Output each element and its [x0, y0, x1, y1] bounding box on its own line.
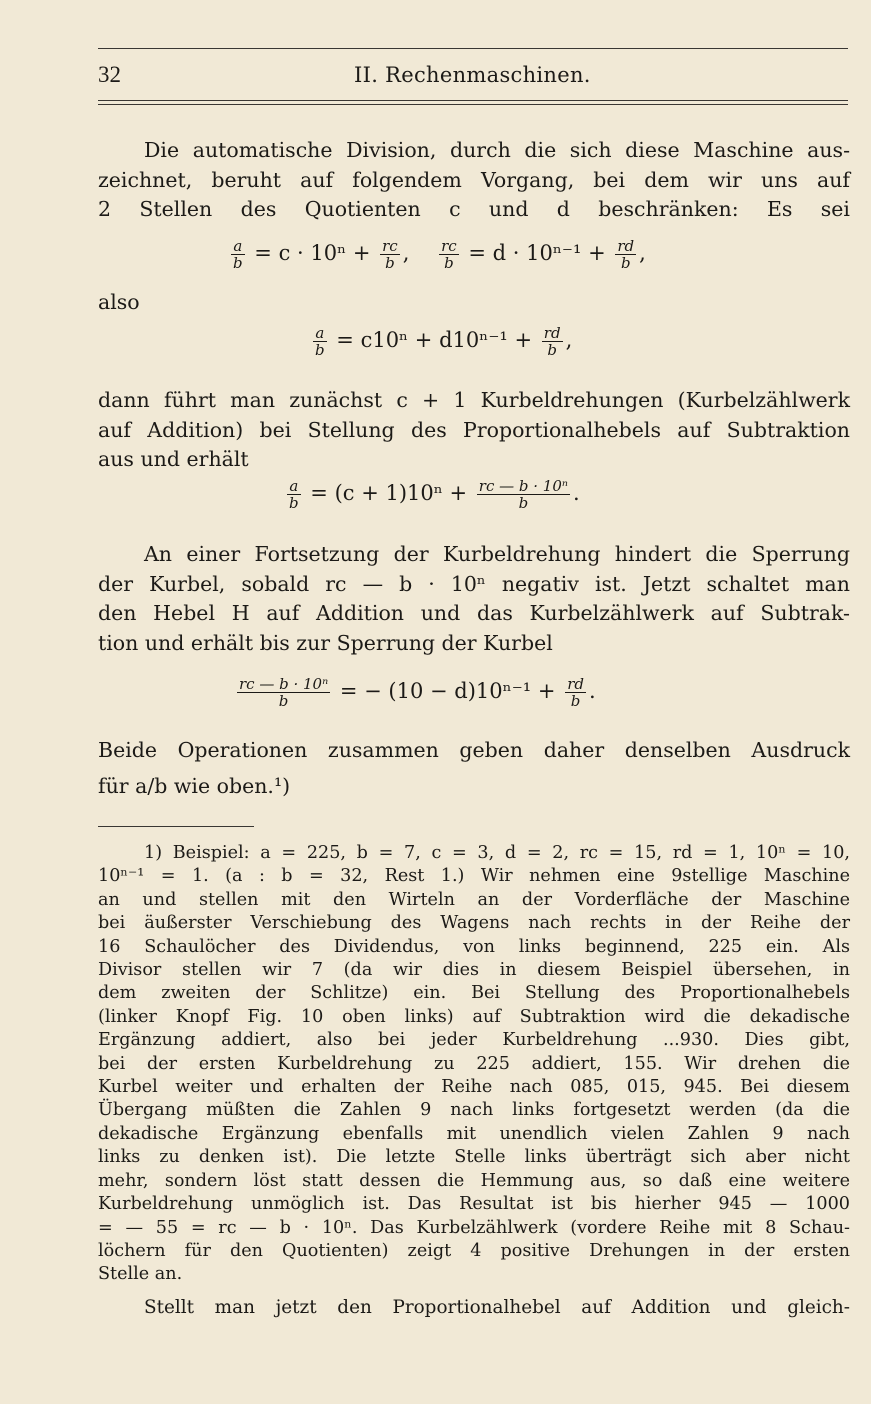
- paragraph-beide-operationen: [98, 736, 850, 801]
- footnote-line: Ergänzung addiert, also bei jeder Kurbeldrehung ...930. Dies gibt,: [98, 1030, 850, 1051]
- top-rule: [98, 48, 848, 49]
- text-line: der Kurbel, sobald rc — b · 10ⁿ negativ ist. Jetzt schaltet man: [98, 571, 850, 596]
- footnote-line: mehr, sondern löst statt dessen die Hemmung aus, so daß eine weitere: [98, 1170, 850, 1191]
- word-also: also: [98, 290, 140, 314]
- fraction-rd-over-b: $\frac{rd}{b}$: [543, 324, 561, 359]
- last-body-line: [98, 1296, 850, 1319]
- footnote-line: 16 Schaulöcher des Dividendus, von links beginnend, 225 ein. Als: [98, 936, 850, 957]
- running-header: [98, 60, 848, 90]
- paragraph-kurbeldrehungen: [98, 386, 850, 475]
- footnote-line: Kurbel weiter und erhalten der Reihe nach 085, 015, 945. Bei diesem: [98, 1077, 850, 1098]
- footnote-line: bei äußerster Verschiebung des Wagens nach rechts in der Reihe der: [98, 913, 850, 934]
- fraction-remainder-over-b: $\frac{\text{rc — b · 10ⁿ}}{b}$: [478, 477, 568, 512]
- fraction-a-over-b: $\frac{a}{b}$: [289, 477, 299, 512]
- text-line: zeichnet, beruht auf folgendem Vorgang, bei dem wir uns auf: [98, 167, 850, 192]
- fraction-rd-over-b: $\frac{rd}{b}$: [567, 675, 584, 710]
- footnote-line: 1) Beispiel: a = 225, b = 7, c = 3, d = 2, rc = 15, rd = 1, 10ⁿ = 10,: [144, 843, 850, 863]
- header-rule-1: [98, 100, 848, 101]
- footnote-line: bei der ersten Kurbeldrehung zu 225 addiert, 155. Wir drehen die: [98, 1053, 850, 1074]
- fraction-rd-over-b: $\frac{rd}{b}$: [617, 237, 635, 272]
- text-line: auf Addition) bei Stellung des Proportionalhebels auf Subtraktion: [98, 417, 850, 442]
- text-line: tion und erhält bis zur Sperrung der Kurbel: [98, 630, 553, 655]
- footnote-line: Stelle an.: [98, 1264, 183, 1285]
- equation-3: $\frac{a}{b}$ = (c + 1)10ⁿ + $\frac{\text{rc — b · 10ⁿ}}{b}$ .: [289, 477, 580, 512]
- footnote-line: löchern für den Quotienten) zeigt 4 positive Drehungen in der ersten: [98, 1240, 850, 1261]
- page-number: 32: [98, 62, 121, 87]
- equation-4: $\frac{\text{rc — b · 10ⁿ}}{b}$ = − (10 − d)10ⁿ⁻¹ + $\frac{rd}{b}$ .: [239, 675, 596, 710]
- footnote-line: dem zweiten der Schlitze) ein. Bei Stellung des Proportionalhebels: [98, 983, 850, 1004]
- fraction-rc-over-b: $\frac{rc}{b}$: [382, 237, 398, 272]
- footnote-line: an und stellen mit den Wirteln an der Vorderfläche der Maschine: [98, 889, 850, 910]
- footnote-line: (linker Knopf Fig. 10 oben links) auf Subtraktion wird die dekadische: [98, 1006, 850, 1027]
- text-line: Stellt man jetzt den Proportionalhebel auf Addition und gleich-: [144, 1297, 850, 1318]
- footnote-rule: [98, 826, 254, 827]
- footnote-line: links zu denken ist). Die letzte Stelle links überträgt sich aber nicht: [98, 1147, 850, 1168]
- text-line: für a/b wie oben.¹): [98, 773, 291, 798]
- paragraph-intro: [98, 136, 850, 225]
- footnote: [98, 842, 850, 1287]
- fraction-a-over-b: $\frac{a}{b}$: [233, 237, 243, 272]
- text-line: aus und erhält: [98, 447, 249, 471]
- text-line: dann führt man zunächst c + 1 Kurbeldrehungen (Kurbelzählwerk: [98, 388, 850, 412]
- fraction-rc-over-b: $\frac{rc}{b}$: [441, 237, 457, 272]
- chapter-title: II. Rechenmaschinen.: [354, 63, 591, 87]
- footnote-line: 10ⁿ⁻¹ = 1. (a : b = 32, Rest 1.) Wir nehmen eine 9stellige Maschine: [98, 866, 850, 887]
- footnote-line: dekadische Ergänzung ebenfalls mit unendlich vielen Zahlen 9 nach: [98, 1123, 850, 1144]
- footnote-line: Übergang müßten die Zahlen 9 nach links fortgesetzt werden (da die: [98, 1100, 850, 1121]
- footnote-line: Kurbeldrehung unmöglich ist. Das Resultat ist bis hierher 945 — 1000: [98, 1194, 850, 1215]
- fraction-a-over-b: $\frac{a}{b}$: [315, 324, 325, 359]
- equation-2: $\frac{a}{b}$ = c10ⁿ + d10ⁿ⁻¹ + $\frac{rd}{b}$ ,: [315, 324, 573, 359]
- text-line: An einer Fortsetzung der Kurbeldrehung hindert die Sperrung: [144, 542, 850, 566]
- footnote-line: = — 55 = rc — b · 10ⁿ. Das Kurbelzählwerk (vordere Reihe mit 8 Schau-: [98, 1217, 850, 1238]
- paragraph-sperrung: [98, 540, 850, 658]
- equation-1: $\frac{a}{b}$ = c · 10ⁿ + $\frac{rc}{b}$ , $\frac{rc}{b}$ = d · 10ⁿ⁻¹ + $\frac{rd}{b}$ ,: [233, 237, 646, 272]
- text-line: Die automatische Division, durch die sich diese Maschine aus-: [144, 138, 850, 162]
- text-line: Beide Operationen zusammen geben daher denselben Ausdruck: [98, 738, 850, 762]
- footnote-line: Divisor stellen wir 7 (da wir dies in diesem Beispiel übersehen, in: [98, 960, 850, 981]
- text-line: den Hebel H auf Addition und das Kurbelzählwerk auf Subtrak-: [98, 601, 850, 625]
- text-line: 2 Stellen des Quotienten c und d beschränken: Es sei: [98, 197, 850, 221]
- fraction-remainder-over-b: $\frac{\text{rc — b · 10ⁿ}}{b}$: [239, 675, 329, 710]
- header-rule-2: [98, 104, 848, 105]
